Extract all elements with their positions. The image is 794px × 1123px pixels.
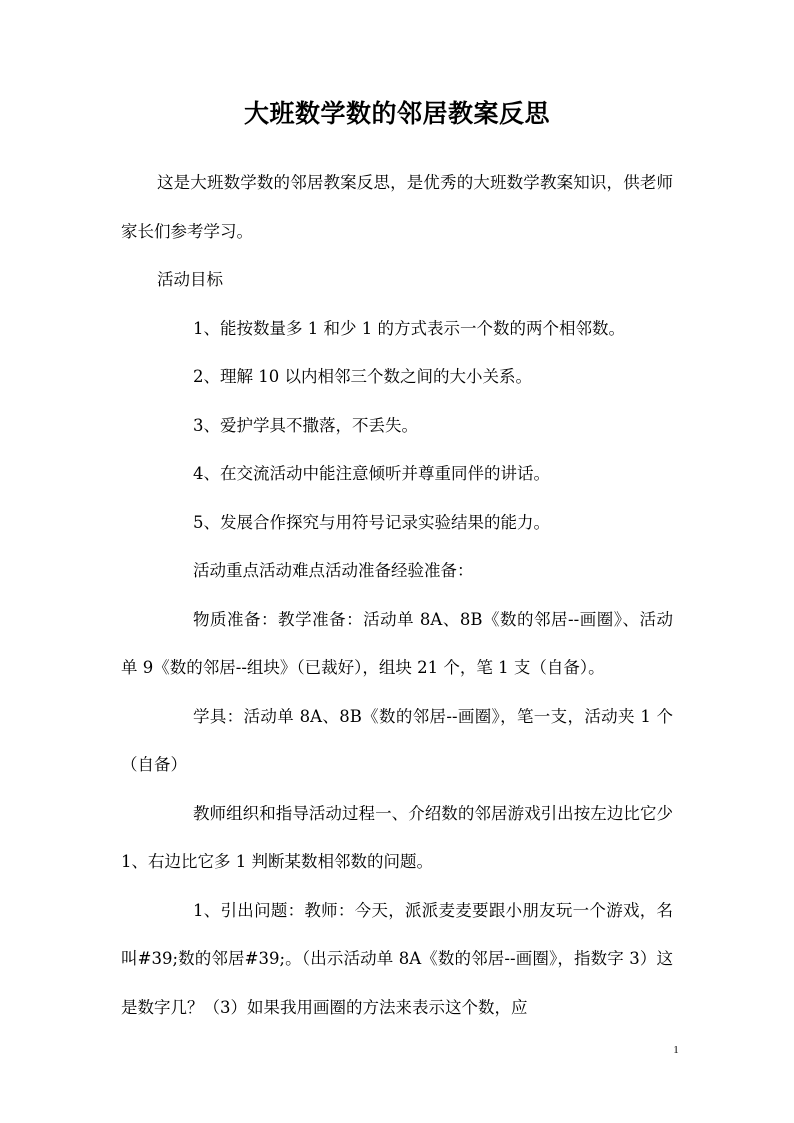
section-heading-preparation: 活动重点活动难点活动准备经验准备： [193, 561, 474, 580]
process-paragraph: 教师组织和指导活动过程一、介绍数的邻居游戏引出按左边比它少 1、右边比它多 1 判断某数相邻数的问题。 [121, 803, 673, 871]
document-body [121, 159, 673, 1032]
goal-item-4: 4、在交流活动中能注意倾听并尊重同伴的讲话。 [193, 464, 550, 483]
goal-item-2: 2、理解 10 以内相邻三个数之间的大小关系。 [193, 367, 532, 386]
section-heading-goals: 活动目标 [157, 270, 223, 289]
goal-item-3: 3、爱护学具不撒落，不丢失。 [193, 415, 418, 435]
intro-paragraph: 这是大班数学数的邻居教案反思，是优秀的大班数学教案知识，供老师家长们参考学习。 [121, 173, 673, 241]
goal-item-5: 5、发展合作探究与用符号记录实验结果的能力。 [193, 512, 550, 532]
goal-item-1: 1、能按数量多 1 和少 1 的方式表示一个数的两个相邻数。 [193, 318, 625, 338]
document-title: 大班数学数的邻居教案反思 [243, 99, 550, 128]
question-paragraph: 1、引出问题：教师：今天，派派麦麦要跟小朋友玩一个游戏，名叫#39;数的邻居#39;。（出示活动单 8A《数的邻居--画圈》，指数字 3）这是数字几？（3）如果我用画圈的方法来表示这个数，应 [121, 900, 673, 1017]
materials-paragraph: 物质准备：教学准备：活动单 8A、8B《数的邻居--画圈》、活动单 9《数的邻居--组块》（已裁好），组块 21 个，笔 1 支（自备）。 [121, 609, 673, 677]
tools-paragraph: 学具：活动单 8A、8B《数的邻居--画圈》，笔一支，活动夹 1 个（自备） [121, 706, 673, 774]
page-number: 1 [673, 1044, 679, 1056]
